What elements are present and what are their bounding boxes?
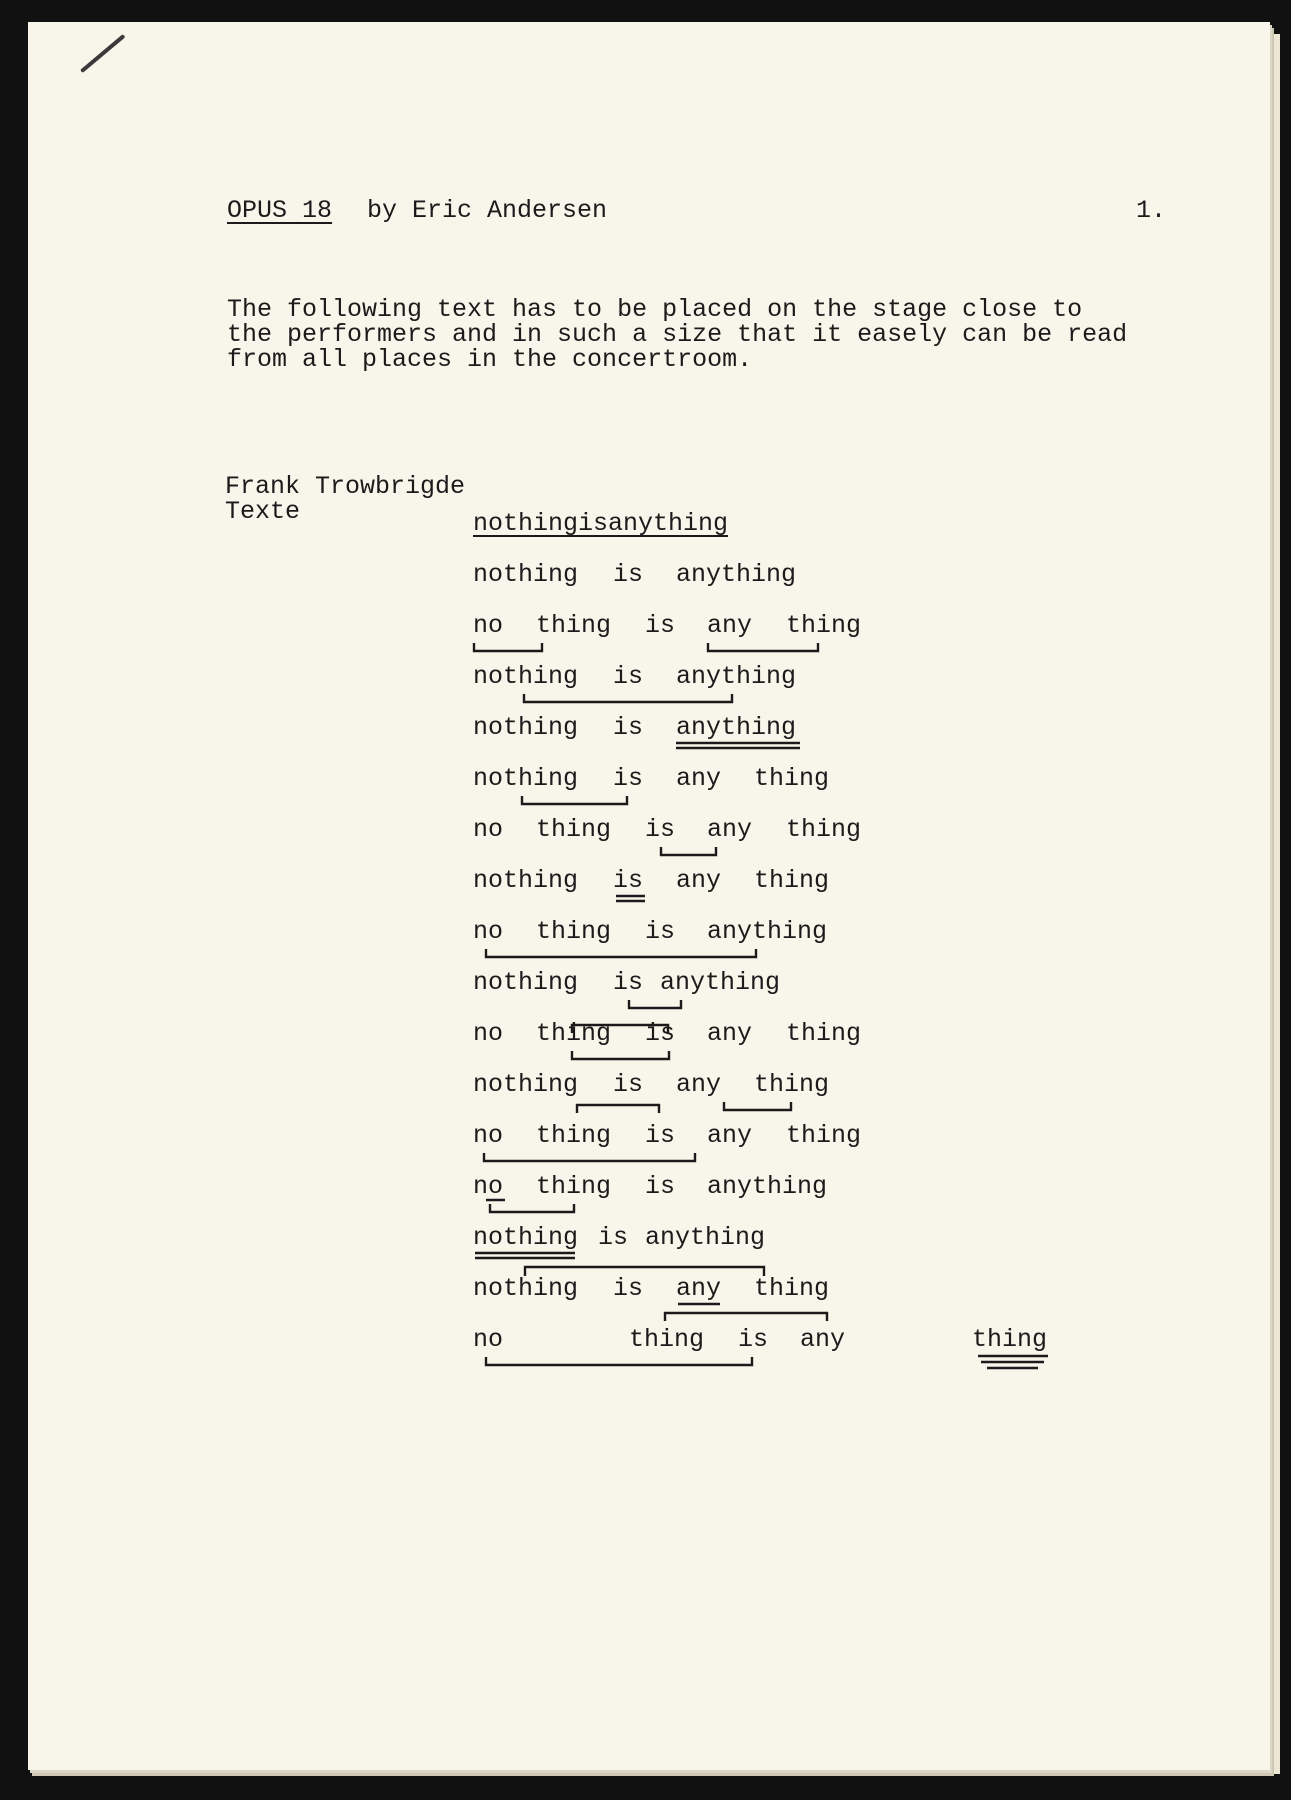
word-no: no: [473, 1121, 504, 1150]
word-thing: thing: [536, 1019, 612, 1048]
word-any: any: [676, 1070, 722, 1099]
word-is: is: [613, 662, 644, 691]
word-any: any: [707, 1019, 753, 1048]
word-anything: anything: [676, 560, 797, 589]
word-nothing: nothing: [473, 764, 579, 793]
word-thing: thing: [754, 866, 830, 895]
word-nothing: nothing: [473, 560, 579, 589]
word-nothing: nothing: [473, 1070, 579, 1099]
word-any: any: [707, 611, 753, 640]
word-any: any: [707, 815, 753, 844]
word-thing: thing: [536, 611, 612, 640]
word-is: is: [738, 1325, 769, 1354]
word-is: is: [645, 1019, 676, 1048]
word-nothing: nothing: [473, 1274, 579, 1303]
word-nothing: nothing: [473, 662, 579, 691]
word-thing: thing: [629, 1325, 705, 1354]
word-anything: anything: [676, 713, 797, 742]
word-is: is: [645, 1121, 676, 1150]
word-is: is: [645, 1172, 676, 1201]
word-no: no: [473, 611, 504, 640]
word-anything: anything: [660, 968, 781, 997]
word-nothing: nothing: [473, 1223, 579, 1252]
word-is: is: [613, 1070, 644, 1099]
word-is: is: [645, 611, 676, 640]
opus-title: OPUS 18: [227, 196, 333, 225]
word-any: any: [676, 764, 722, 793]
word-thing: thing: [536, 1172, 612, 1201]
word-is: is: [613, 866, 644, 895]
word-is: is: [613, 1274, 644, 1303]
word-thing: thing: [754, 1274, 830, 1303]
word-any: any: [800, 1325, 846, 1354]
intro-line-1: The following text has to be placed on the stage close to: [227, 295, 1083, 324]
word-no: no: [473, 917, 504, 946]
word-no: no: [473, 1019, 504, 1048]
word-nothing: nothing: [473, 968, 579, 997]
poem-line-0: nothingisanything: [473, 509, 729, 538]
word-thing: thing: [786, 815, 862, 844]
word-thing: thing: [786, 1019, 862, 1048]
author-line: by Eric Andersen: [367, 196, 608, 225]
word-is: is: [613, 560, 644, 589]
word-is: is: [598, 1223, 629, 1252]
word-thing: thing: [536, 1121, 612, 1150]
intro-line-2: the performers and in such a size that it easely can be read: [227, 320, 1128, 349]
word-thing: thing: [972, 1325, 1048, 1354]
word-any: any: [676, 866, 722, 895]
word-is: is: [645, 917, 676, 946]
page-number: 1.: [1136, 196, 1167, 225]
word-anything: anything: [676, 662, 797, 691]
word-thing: thing: [754, 764, 830, 793]
word-any: any: [707, 1121, 753, 1150]
word-no: no: [473, 1172, 504, 1201]
intro-line-3: from all places in the concertroom.: [227, 345, 753, 374]
word-thing: thing: [536, 815, 612, 844]
word-thing: thing: [786, 1121, 862, 1150]
word-is: is: [613, 968, 644, 997]
word-nothing: nothing: [473, 866, 579, 895]
credit-label: Texte: [225, 497, 301, 526]
word-any: any: [676, 1274, 722, 1303]
word-is: is: [613, 764, 644, 793]
word-thing: thing: [754, 1070, 830, 1099]
word-anything: anything: [645, 1223, 766, 1252]
word-thing: thing: [536, 917, 612, 946]
word-thing: thing: [786, 611, 862, 640]
word-anything: anything: [707, 917, 828, 946]
credit-name: Frank Trowbrigde: [225, 472, 466, 501]
word-no: no: [473, 1325, 504, 1354]
word-is: is: [613, 713, 644, 742]
word-anything: anything: [707, 1172, 828, 1201]
word-nothing: nothing: [473, 713, 579, 742]
word-is: is: [645, 815, 676, 844]
word-no: no: [473, 815, 504, 844]
